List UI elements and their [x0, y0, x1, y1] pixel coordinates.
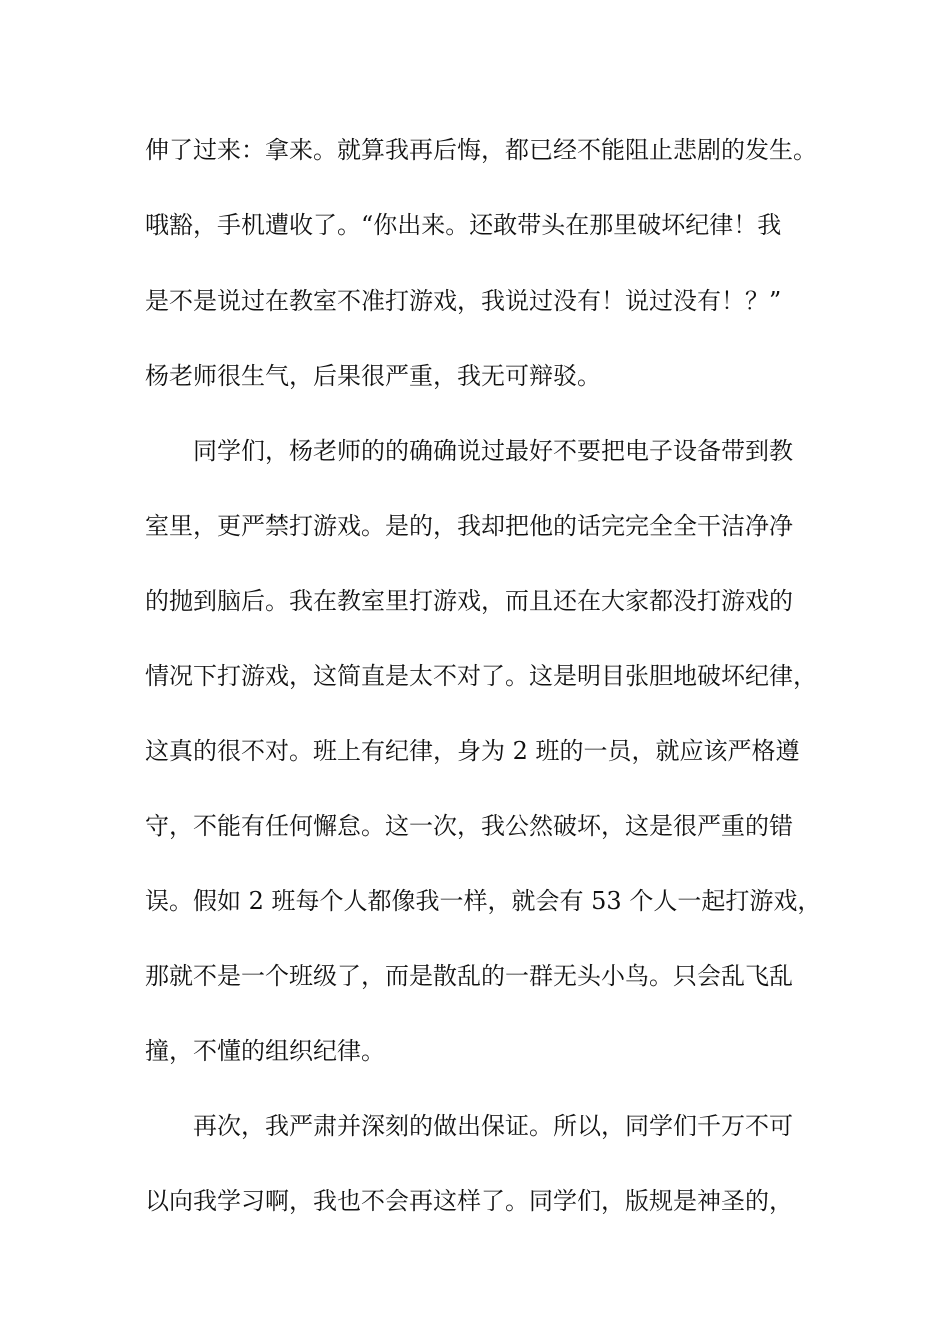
text-line: 误。假如 2 班每个人都像我一样，就会有 53 个人一起打游戏，: [145, 887, 822, 915]
text-line: 杨老师很生气，后果很严重，我无可辩驳。: [145, 362, 601, 390]
paragraph-first-line: 再次，我严肃并深刻的做出保证。所以，同学们千万不可: [193, 1112, 793, 1140]
text-line: 撞，不懂的组织纪律。: [145, 1037, 385, 1065]
text-line: 室里，更严禁打游戏。是的，我却把他的话完完全全干洁净净: [145, 512, 793, 540]
text-line: 以向我学习啊，我也不会再这样了。同学们，版规是神圣的，: [145, 1187, 793, 1215]
text-line: 那就不是一个班级了，而是散乱的一群无头小鸟。只会乱飞乱: [145, 962, 793, 990]
text-line: 这真的很不对。班上有纪律，身为 2 班的一员，就应该严格遵: [145, 737, 800, 765]
paragraph-first-line: 同学们，杨老师的的确确说过最好不要把电子设备带到教: [193, 437, 793, 465]
text-line: 是不是说过在教室不准打游戏，我说过没有！说过没有！？”: [145, 287, 782, 315]
text-line: 情况下打游戏，这简直是太不对了。这是明目张胆地破坏纪律，: [145, 662, 817, 690]
text-line: 伸了过来：拿来。就算我再后悔，都已经不能阻止悲剧的发生。: [145, 136, 817, 164]
text-line: 的抛到脑后。我在教室里打游戏，而且还在大家都没打游戏的: [145, 587, 793, 615]
text-line: 守，不能有任何懈怠。这一次，我公然破坏，这是很严重的错: [145, 812, 793, 840]
text-line: 哦豁，手机遭收了。“你出来。还敢带头在那里破坏纪律！我: [145, 211, 782, 239]
